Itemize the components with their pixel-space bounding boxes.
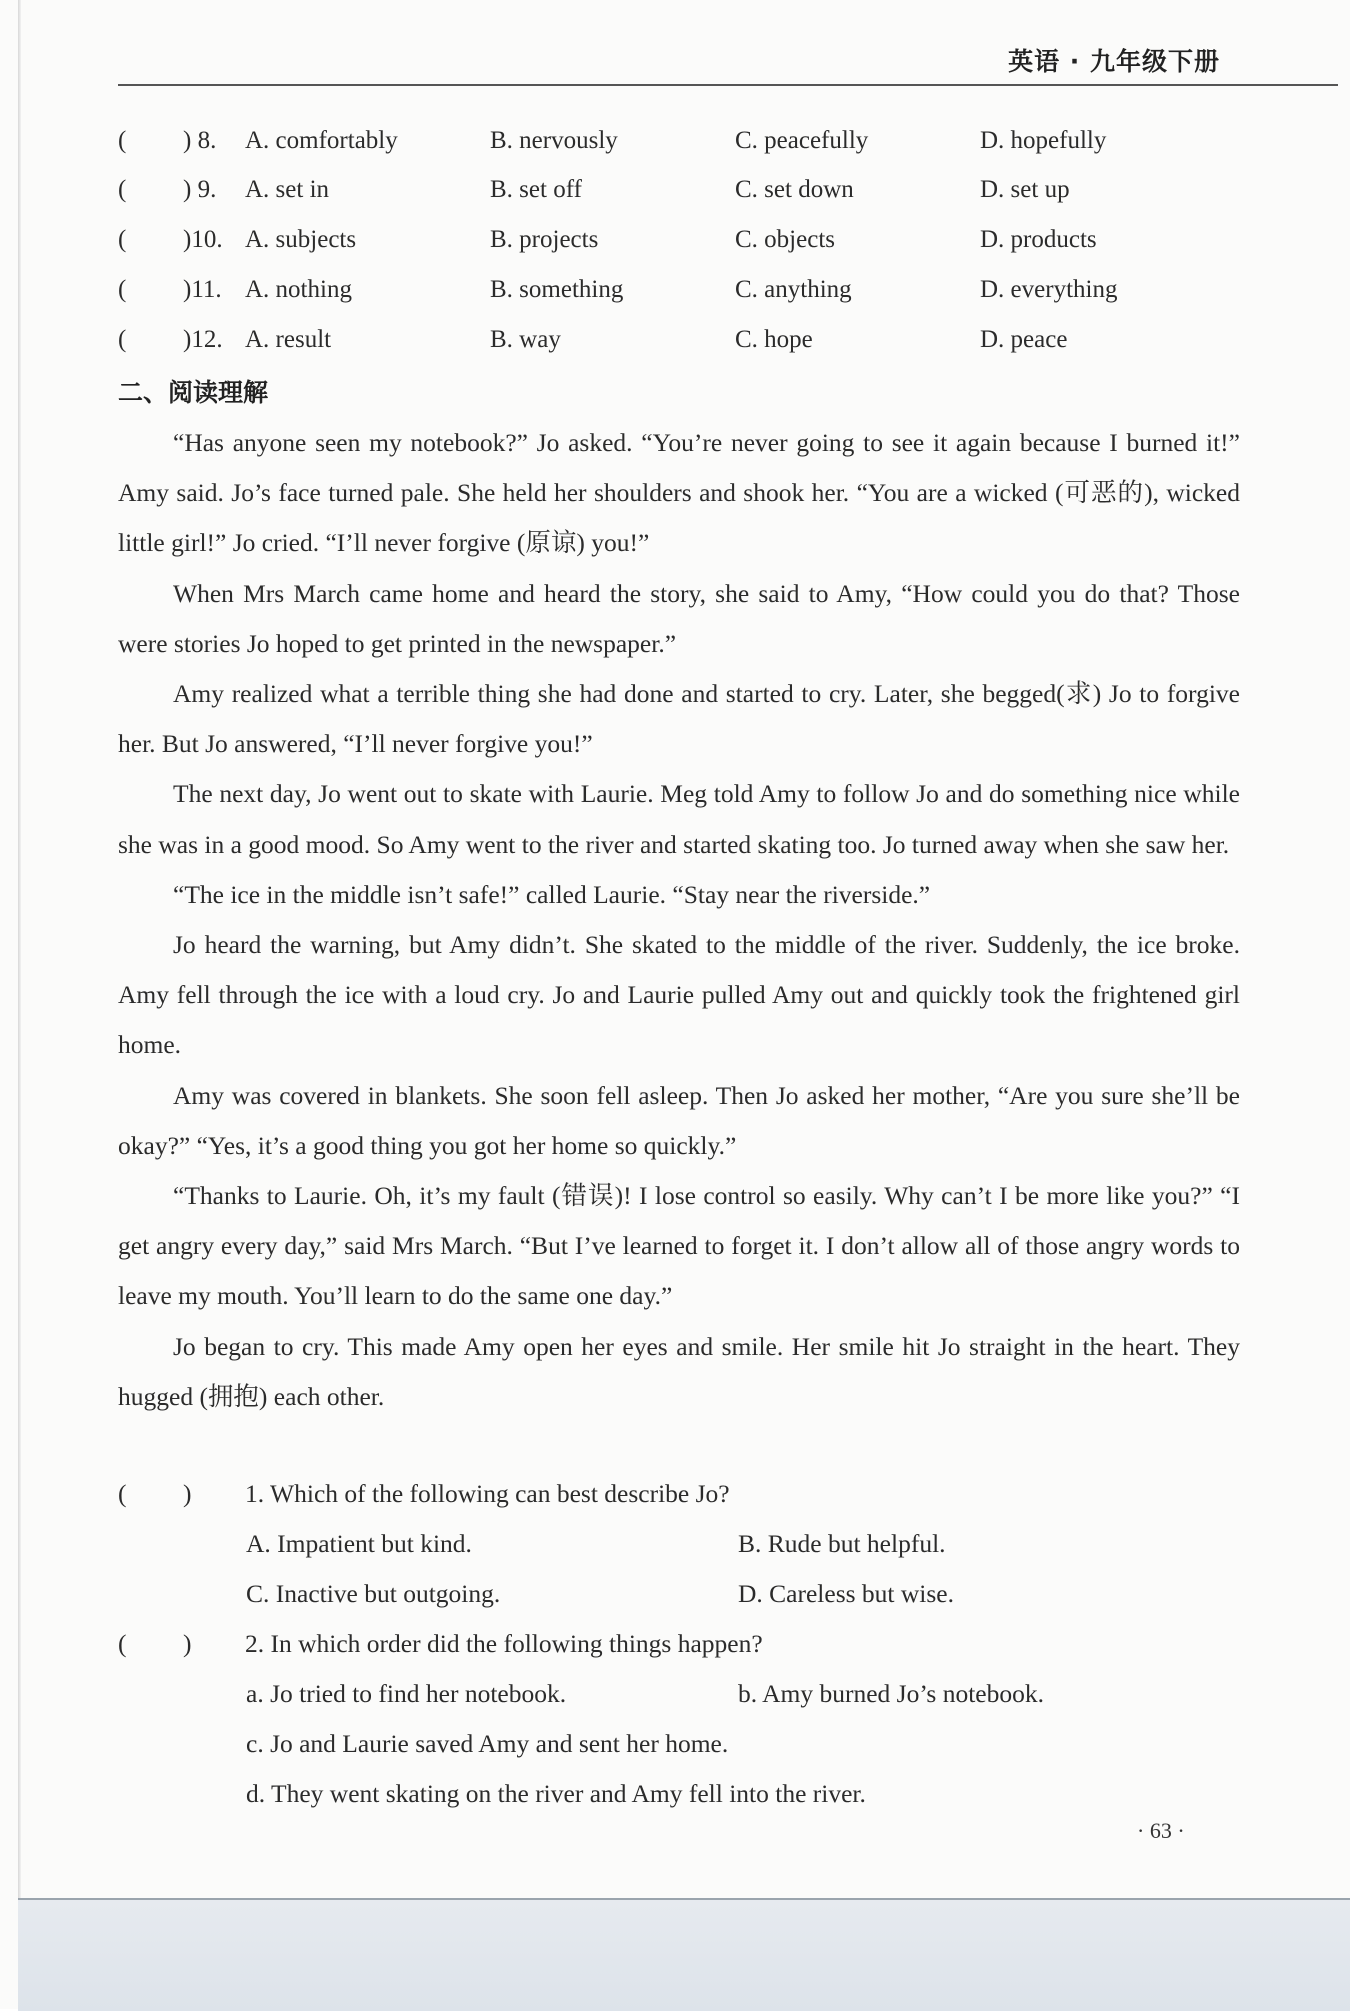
- option-d: D. Careless but wise.: [738, 1579, 955, 1608]
- answer-paren-open[interactable]: (: [118, 1629, 127, 1658]
- option-c: C. set down: [735, 176, 854, 203]
- answer-paren-close: )11.: [183, 276, 222, 303]
- answer-paren-close: ): [183, 1479, 192, 1508]
- section-title-reading: 二、阅读理解: [118, 378, 269, 407]
- passage-paragraph: “Thanks to Laurie. Oh, it’s my fault (错误)! I lose control so easily. Why can’t I be more like you?” “I get angry every day,” said Mrs March. “But I’ve learned to forget it. I don’t allow all of those angry words to leave my mouth. You’ll learn to do the same one day.”: [118, 1181, 1240, 1311]
- event-b: b. Amy burned Jo’s notebook.: [738, 1679, 1044, 1708]
- cloze-question-12: [118, 320, 1238, 360]
- answer-paren-close: )12.: [183, 326, 223, 353]
- page-header-title: 英语 · 九年级下册: [1008, 47, 1220, 76]
- question-1-options-row-1: [246, 1524, 1246, 1564]
- option-b: B. something: [490, 276, 624, 303]
- passage-paragraph: When Mrs March came home and heard the story, she said to Amy, “How could you do that? Those were stories Jo hoped to get printed in the newspaper.”: [118, 578, 1240, 658]
- option-a: A. subjects: [245, 226, 357, 253]
- answer-paren-open[interactable]: (: [118, 226, 127, 253]
- option-c: C. objects: [735, 226, 835, 253]
- question-2-items-row-1: [246, 1674, 1246, 1714]
- passage-paragraph: Amy was covered in blankets. She soon fell asleep. Then Jo asked her mother, “Are you sure she’ll be okay?” “Yes, it’s a good thing you got her home so quickly.”: [118, 1080, 1240, 1160]
- option-b: B. nervously: [490, 127, 618, 154]
- event-d: d. They went skating on the river and Amy fell into the river.: [246, 1779, 866, 1808]
- cloze-question-8: [118, 121, 1238, 161]
- answer-paren-close: ): [183, 1629, 192, 1658]
- answer-paren-close: ) 8.: [183, 127, 217, 154]
- cloze-question-9: [118, 170, 1238, 210]
- header-rule: [118, 84, 1338, 86]
- answer-paren-open[interactable]: (: [118, 176, 127, 203]
- option-d: D. products: [980, 226, 1097, 253]
- passage-paragraph: “The ice in the middle isn’t safe!” called Laurie. “Stay near the riverside.”: [173, 879, 931, 909]
- reading-question-1: [118, 1474, 1238, 1514]
- reading-question-2: [118, 1624, 1238, 1664]
- option-c: C. peacefully: [735, 127, 869, 154]
- option-a: A. nothing: [245, 276, 352, 303]
- page-left-edge: [18, 0, 21, 1900]
- cloze-question-10: [118, 220, 1238, 260]
- scan-bottom-band: [18, 1898, 1350, 2011]
- option-b: B. way: [490, 326, 561, 353]
- answer-paren-open[interactable]: (: [118, 276, 127, 303]
- answer-paren-open[interactable]: (: [118, 1479, 127, 1508]
- event-a: a. Jo tried to find her notebook.: [246, 1679, 567, 1708]
- option-c: C. anything: [735, 276, 852, 303]
- question-2-items-row-2: [246, 1724, 1246, 1764]
- option-c: C. hope: [735, 326, 813, 353]
- answer-paren-close: ) 9.: [183, 176, 217, 203]
- option-d: D. hopefully: [980, 127, 1107, 154]
- question-1-options-row-2: [246, 1574, 1246, 1614]
- answer-paren-open[interactable]: (: [118, 326, 127, 353]
- option-c: C. Inactive but outgoing.: [246, 1579, 501, 1608]
- option-b: B. Rude but helpful.: [738, 1529, 946, 1558]
- option-b: B. set off: [490, 176, 582, 203]
- cloze-question-11: [118, 270, 1238, 310]
- question-text: 1. Which of the following can best describe Jo?: [245, 1479, 730, 1508]
- answer-paren-open[interactable]: (: [118, 127, 127, 154]
- question-2-items-row-3: [246, 1774, 1246, 1814]
- option-a: A. result: [245, 326, 332, 353]
- question-text: 2. In which order did the following things happen?: [245, 1629, 763, 1658]
- page-number: · 63 ·: [1137, 1818, 1185, 1843]
- option-d: D. set up: [980, 176, 1070, 203]
- option-b: B. projects: [490, 226, 599, 253]
- option-a: A. Impatient but kind.: [246, 1529, 472, 1558]
- option-d: D. peace: [980, 326, 1068, 353]
- reading-passage: [118, 418, 1240, 1422]
- option-a: A. set in: [245, 176, 330, 203]
- option-d: D. everything: [980, 276, 1118, 303]
- passage-paragraph: The next day, Jo went out to skate with Laurie. Meg told Amy to follow Jo and do something nice while she was in a good mood. So Amy went to the river and started skating too. Jo turned away when she saw her.: [118, 779, 1240, 859]
- passage-paragraph: “Has anyone seen my notebook?” Jo asked. “You’re never going to see it again because I burned it!” Amy said. Jo’s face turned pale. She held her shoulders and shook her. “You are a wicked (可恶的), wicked little girl!” Jo cried. “I’ll never forgive (原谅) you!”: [118, 428, 1240, 558]
- answer-paren-close: )10.: [183, 226, 223, 253]
- option-a: A. comfortably: [245, 127, 398, 154]
- event-c: c. Jo and Laurie saved Amy and sent her home.: [246, 1729, 729, 1758]
- passage-paragraph: Jo began to cry. This made Amy open her eyes and smile. Her smile hit Jo straight in the heart. They hugged (拥抱) each other.: [118, 1331, 1240, 1411]
- passage-paragraph: Amy realized what a terrible thing she had done and started to cry. Later, she begged(求) Jo to forgive her. But Jo answered, “I’ll never forgive you!”: [118, 679, 1240, 759]
- passage-paragraph: Jo heard the warning, but Amy didn’t. She skated to the middle of the river. Suddenly, the ice broke. Amy fell through the ice with a loud cry. Jo and Laurie pulled Amy out and quickly took the frightened girl home.: [118, 930, 1240, 1060]
